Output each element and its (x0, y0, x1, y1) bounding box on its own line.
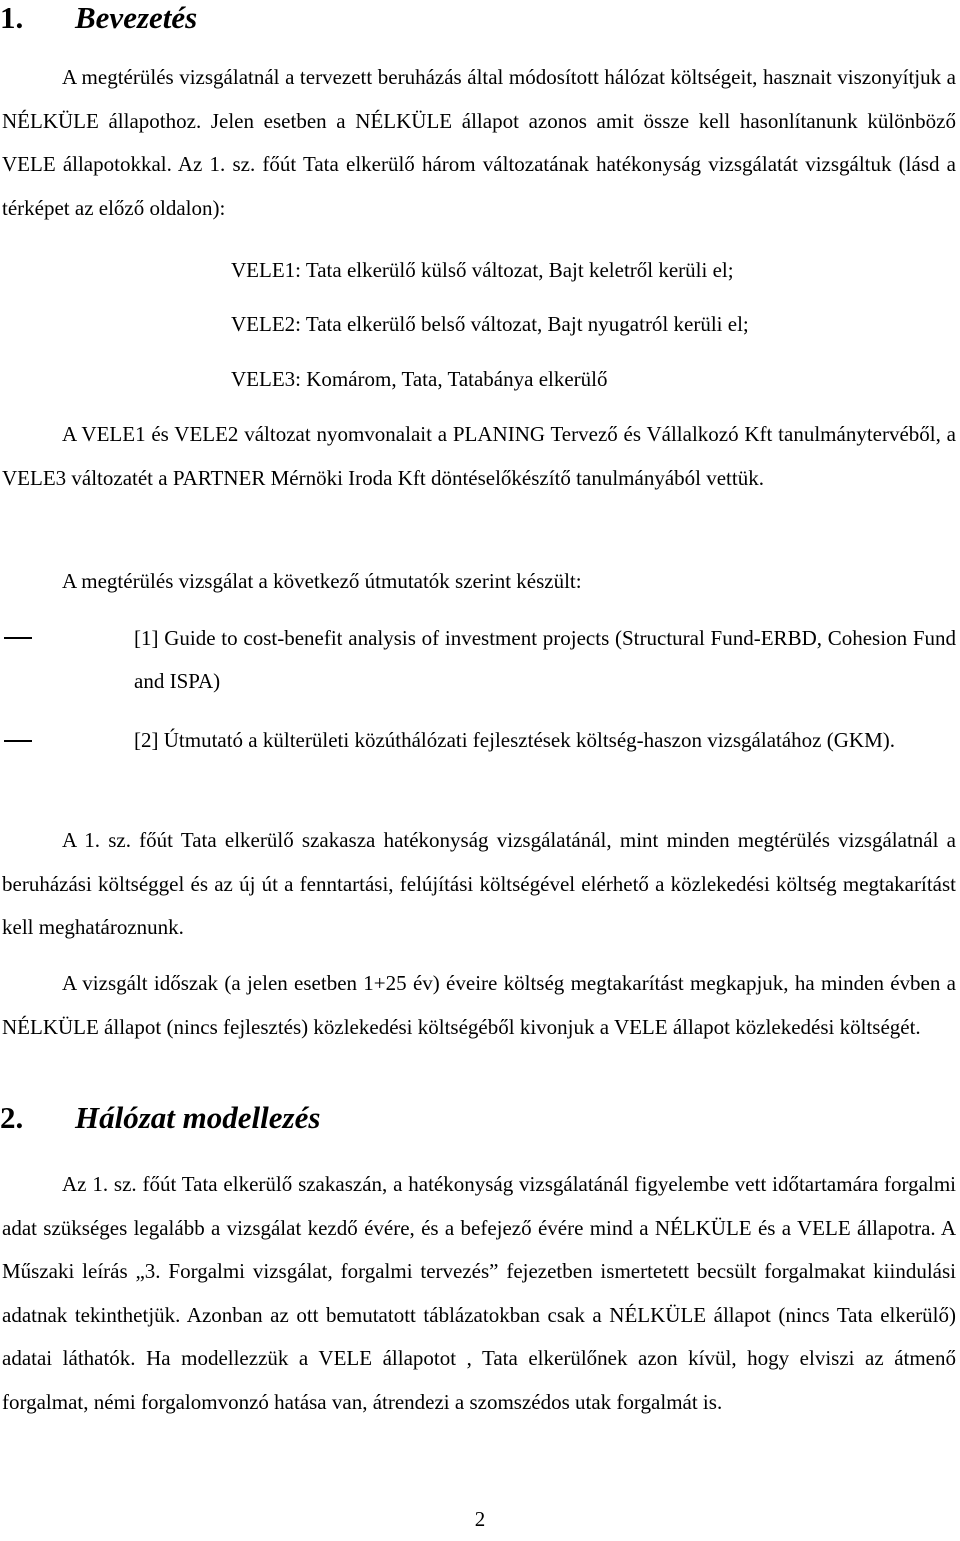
section-1-title: Bevezetés (75, 0, 198, 35)
reference-1: [1] Guide to cost-benefit analysis of investment projects (Structural Fund-ERBD, Cohesion Fund and ISPA) (134, 626, 956, 693)
section-1-heading (0, 0, 197, 36)
guidelines-intro: A megtérülés vizsgálat a következő útmutatók szerint készült: (62, 569, 582, 593)
list-dash-2 (4, 740, 32, 742)
variant-vele2: VELE2: Tata elkerülő belső változat, Bajt nyugatról kerüli el; (231, 312, 749, 336)
period-paragraph: A vizsgált időszak (a jelen esetben 1+25 év) éveire költség megtakarítást megkapjuk, ha minden évben a NÉLKÜLE állapot (nincs fejlesztés) közlekedési költségéből kivonjuk a VELE állapot közlekedési költségét. (2, 971, 956, 1039)
section-2-number: 2. (0, 1100, 24, 1135)
variant-vele1: VELE1: Tata elkerülő külső változat, Bajt keletről kerüli el; (231, 258, 734, 282)
network-paragraph: Az 1. sz. főút Tata elkerülő szakaszán, a hatékonyság vizsgálatánál figyelembe vett időtartamára forgalmi adat szükséges legalább a vizsgálat kezdő évére, és a befejező évére mind a NÉLKÜLE és a VELE állapotra. A Műszaki leírás „3. Forgalmi vizsgálat, forgalmi tervezés” fejezetben ismertetett becsült forgalmakat kiindulási adatnak tekinthetjük. Azonban az ott bemutatott táblázatokban csak a NÉLKÜLE állapot (nincs Tata elkerülő) adatai láthatók. Ha modellezzük a VELE állapotot , Tata elkerülőnek azon kívül, hogy elviszi az átmenő forgalmat, némi forgalomvonzó hatása van, átrendezi a szomszédos utak forgalmát is. (2, 1172, 956, 1414)
section-1-number: 1. (0, 0, 24, 35)
intro-paragraph: A megtérülés vizsgálatnál a tervezett beruházás által módosított hálózat költségeit, hasznait viszonyítjuk a NÉLKÜLE állapothoz. Jelen esetben a NÉLKÜLE állapot azonos amit össze kell hasonlítanunk különböző VELE állapotokkal. Az 1. sz. főút Tata elkerülő három változatának hatékonyság vizsgálatát vizsgáltuk (lásd a térképet az előző oldalon): (2, 65, 956, 220)
page-number: 2 (474, 1507, 486, 1531)
source-paragraph: A VELE1 és VELE2 változat nyomvonalait a PLANING Tervező és Vállalkozó Kft tanulmánytervéből, a VELE3 változatét a PARTNER Mérnöki Iroda Kft döntéselőkészítő tanulmányából vettük. (2, 422, 956, 490)
section-2-title: Hálózat modellezés (75, 1100, 321, 1135)
section-2-heading (0, 1100, 320, 1136)
list-dash-1 (4, 637, 32, 639)
cost-paragraph: A 1. sz. főút Tata elkerülő szakasza hatékonyság vizsgálatánál, mint minden megtérülés vizsgálatnál a beruházási költséggel és az új út a fenntartási, felújítási költségével elérhető a közlekedési költség megtakarítást kell meghatároznunk. (2, 828, 956, 939)
reference-2: [2] Útmutató a külterületi közúthálózati fejlesztések költség-haszon vizsgálatához (GKM). (134, 728, 895, 752)
variant-vele3: VELE3: Komárom, Tata, Tatabánya elkerülő (231, 367, 608, 391)
